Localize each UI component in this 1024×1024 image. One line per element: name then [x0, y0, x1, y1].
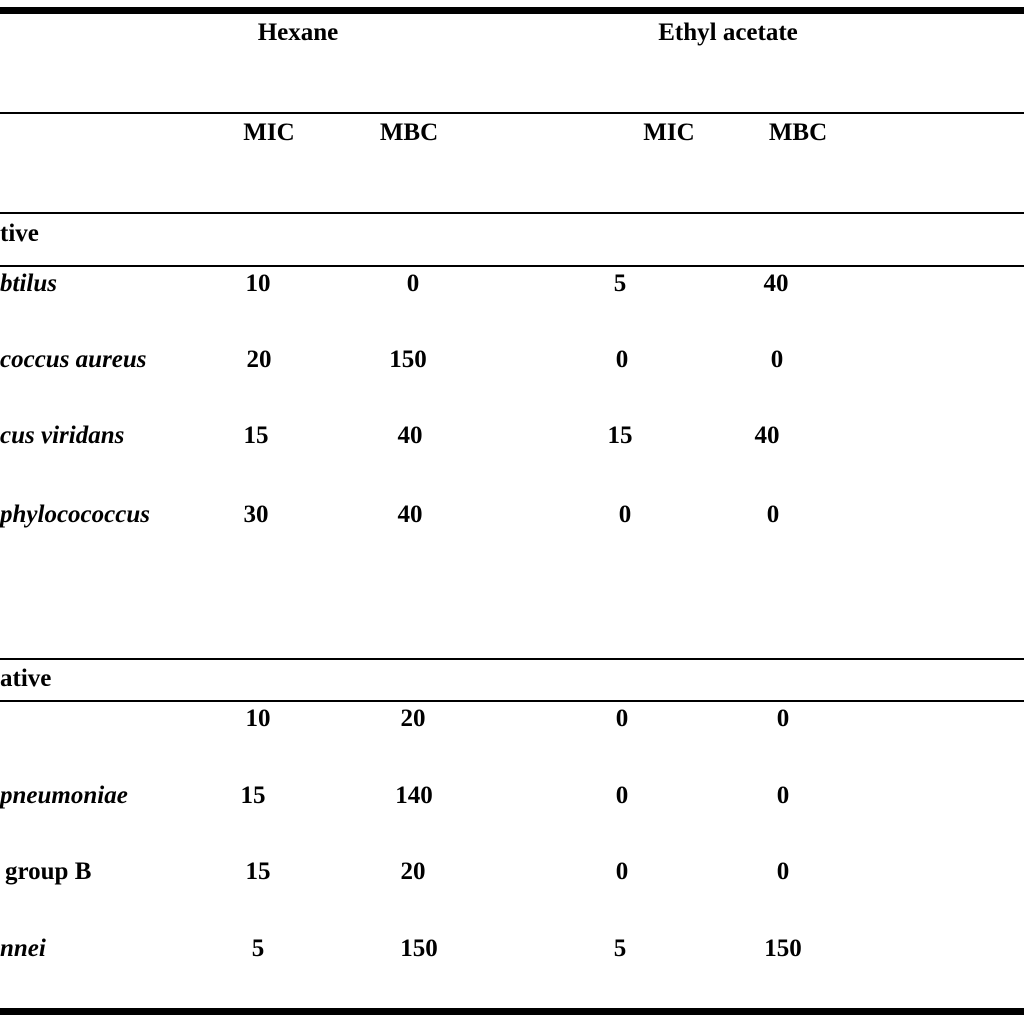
section-divider: [0, 265, 1024, 267]
subheader-hexane-mbc: MBC: [379, 119, 439, 146]
organism-name: nnei: [0, 935, 46, 962]
hexane-mic-value: 5: [251, 935, 265, 962]
ethyl-mic-value: 15: [607, 422, 633, 449]
ethyl-mic-value: 0: [615, 858, 629, 885]
section-label: tive: [0, 220, 39, 247]
group-header-hexane: Hexane: [257, 19, 339, 46]
subheader-hexane-mic: MIC: [243, 119, 295, 146]
ethyl-mbc-value: 0: [770, 346, 784, 373]
hexane-mbc-value: 150: [400, 935, 438, 962]
subheader-ethyl-mbc: MBC: [768, 119, 828, 146]
organism-name: btilus: [0, 270, 57, 297]
section-divider: [0, 700, 1024, 702]
hexane-mic-value: 15: [245, 858, 271, 885]
hexane-mic-value: 30: [243, 501, 269, 528]
group-header-ethyl-acetate: Ethyl acetate: [658, 19, 798, 46]
ethyl-mbc-value: 40: [754, 422, 780, 449]
section-divider: [0, 658, 1024, 660]
organism-name: pneumoniae: [0, 782, 128, 809]
hexane-mbc-value: 40: [397, 422, 423, 449]
organism-name: coccus aureus: [0, 346, 147, 373]
ethyl-mic-value: 5: [613, 270, 627, 297]
header-divider: [0, 112, 1024, 114]
hexane-mbc-value: 150: [389, 346, 427, 373]
hexane-mic-value: 10: [245, 705, 271, 732]
ethyl-mbc-value: 0: [776, 782, 790, 809]
hexane-mbc-value: 20: [400, 705, 426, 732]
subheader-divider: [0, 212, 1024, 214]
organism-name: group B: [5, 858, 92, 885]
ethyl-mbc-value: 0: [776, 705, 790, 732]
ethyl-mic-value: 0: [615, 782, 629, 809]
ethyl-mbc-value: 40: [763, 270, 789, 297]
ethyl-mic-value: 0: [618, 501, 632, 528]
ethyl-mic-value: 0: [615, 346, 629, 373]
hexane-mic-value: 15: [240, 782, 266, 809]
ethyl-mic-value: 0: [615, 705, 629, 732]
hexane-mic-value: 20: [246, 346, 272, 373]
organism-name: phylocococcus: [0, 501, 150, 528]
section-label: ative: [0, 665, 52, 692]
ethyl-mbc-value: 150: [764, 935, 802, 962]
hexane-mbc-value: 140: [395, 782, 433, 809]
hexane-mic-value: 15: [243, 422, 269, 449]
hexane-mic-value: 10: [245, 270, 271, 297]
ethyl-mbc-value: 0: [766, 501, 780, 528]
ethyl-mic-value: 5: [613, 935, 627, 962]
hexane-mbc-value: 40: [397, 501, 423, 528]
top-rule: [0, 7, 1024, 14]
ethyl-mbc-value: 0: [776, 858, 790, 885]
subheader-ethyl-mic: MIC: [643, 119, 695, 146]
hexane-mbc-value: 0: [406, 270, 420, 297]
bottom-rule: [0, 1008, 1024, 1015]
organism-name: cus viridans: [0, 422, 125, 449]
hexane-mbc-value: 20: [400, 858, 426, 885]
